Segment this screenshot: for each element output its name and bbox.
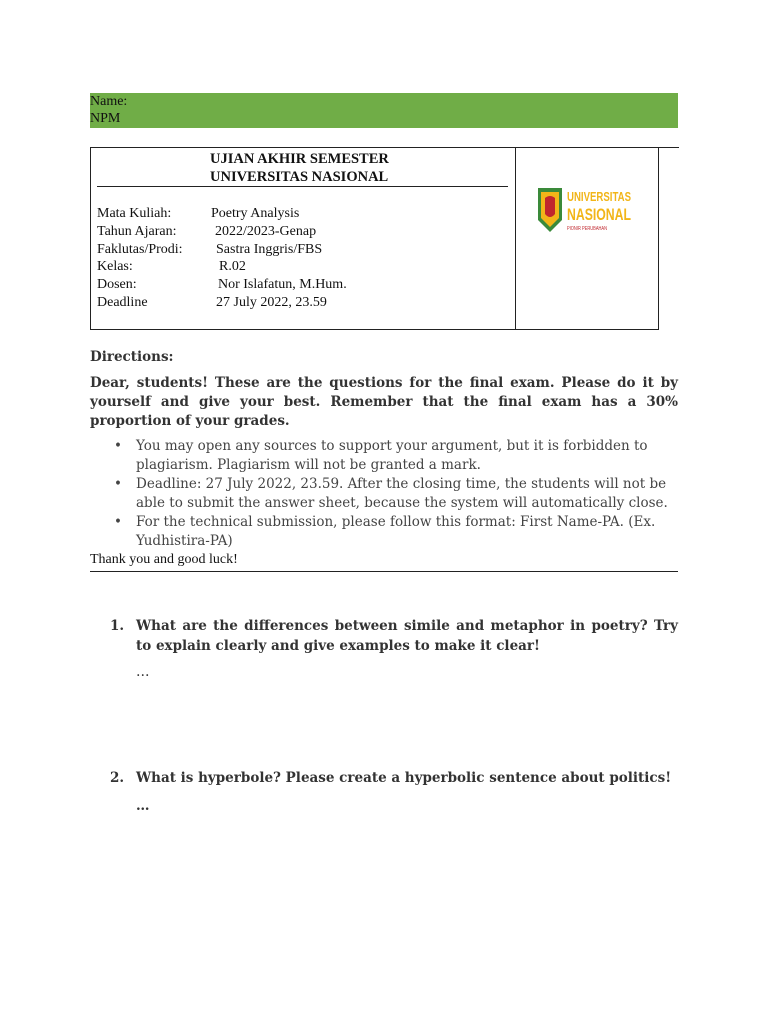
info-label: Faklutas/Prodi: xyxy=(97,241,183,257)
info-value: Sastra Inggris/FBS xyxy=(216,241,323,257)
directions-section xyxy=(90,348,678,572)
info-label: Mata Kuliah: xyxy=(97,206,172,221)
logo-emblem-icon xyxy=(545,196,555,217)
exam-header-box xyxy=(90,147,659,330)
question-text: What are the differences between simile and metaphor in poetry? Try to explain clearly and give examples to make it clear! xyxy=(136,618,678,654)
university-logo xyxy=(536,186,636,241)
info-value: Poetry Analysis xyxy=(211,206,300,221)
logo-text-line2: NASIONAL xyxy=(567,205,631,224)
info-label: Kelas: xyxy=(97,259,133,275)
list-item xyxy=(90,475,678,513)
exam-title xyxy=(210,150,389,186)
bullet-icon: • xyxy=(114,438,122,454)
closing-text: Thank you and good luck! xyxy=(90,551,678,572)
info-value: R.02 xyxy=(219,259,246,275)
questions-section xyxy=(110,616,678,816)
bullet-text: Deadline: 27 July 2022, 23.59. After the closing time, the students will not be able to submit the answer sheet, because the system will automatically close. xyxy=(136,476,668,511)
title-rule xyxy=(97,186,508,187)
exam-title-line1: UJIAN AKHIR SEMESTER xyxy=(210,151,389,167)
answer-placeholder: … xyxy=(136,664,150,680)
name-label: Name: xyxy=(90,94,128,109)
bullet-icon: • xyxy=(114,514,122,530)
question-text: What is hyperbole? Please create a hyperbolic sentence about politics! xyxy=(136,770,672,786)
list-item xyxy=(90,437,678,475)
question-2 xyxy=(110,768,678,788)
question-number: 1. xyxy=(110,618,125,634)
info-label: Dosen: xyxy=(97,277,137,293)
directions-intro: Dear, students! These are the questions for the final exam. Please do it by yourself and give your best. Remember that the final exam has a 30% proportion of your grades. xyxy=(90,375,678,429)
bullet-icon: • xyxy=(114,476,122,492)
npm-label: NPM xyxy=(90,111,121,126)
bullet-text: You may open any sources to support your argument, but it is forbidden to plagiarism. Plagiarism will not be granted a mark. xyxy=(136,438,648,473)
question-1 xyxy=(110,616,678,656)
answer-placeholder: … xyxy=(136,798,150,814)
directions-list xyxy=(90,437,678,551)
directions-title: Directions: xyxy=(90,349,174,365)
info-value: 2022/2023-Genap xyxy=(215,223,317,239)
exam-title-line2: UNIVERSITAS NASIONAL xyxy=(210,169,389,185)
info-value: Nor Islafatun, M.Hum. xyxy=(218,277,347,293)
student-info-bar xyxy=(90,93,678,128)
info-label: Deadline xyxy=(97,294,148,310)
info-label: Tahun Ajaran: xyxy=(97,223,177,239)
info-value: 27 July 2022, 23.59 xyxy=(216,294,327,310)
question-number: 2. xyxy=(110,770,125,786)
logo-text-line1: UNIVERSITAS xyxy=(567,190,631,204)
header-column-divider xyxy=(515,148,516,329)
header-top-rule xyxy=(658,147,679,148)
logo-tagline: PIONIR PERUBAHAN xyxy=(567,226,608,232)
list-item xyxy=(90,513,678,551)
bullet-text: For the technical submission, please follow this format: First Name-PA. (Ex. Yudhistira-PA) xyxy=(136,514,656,549)
